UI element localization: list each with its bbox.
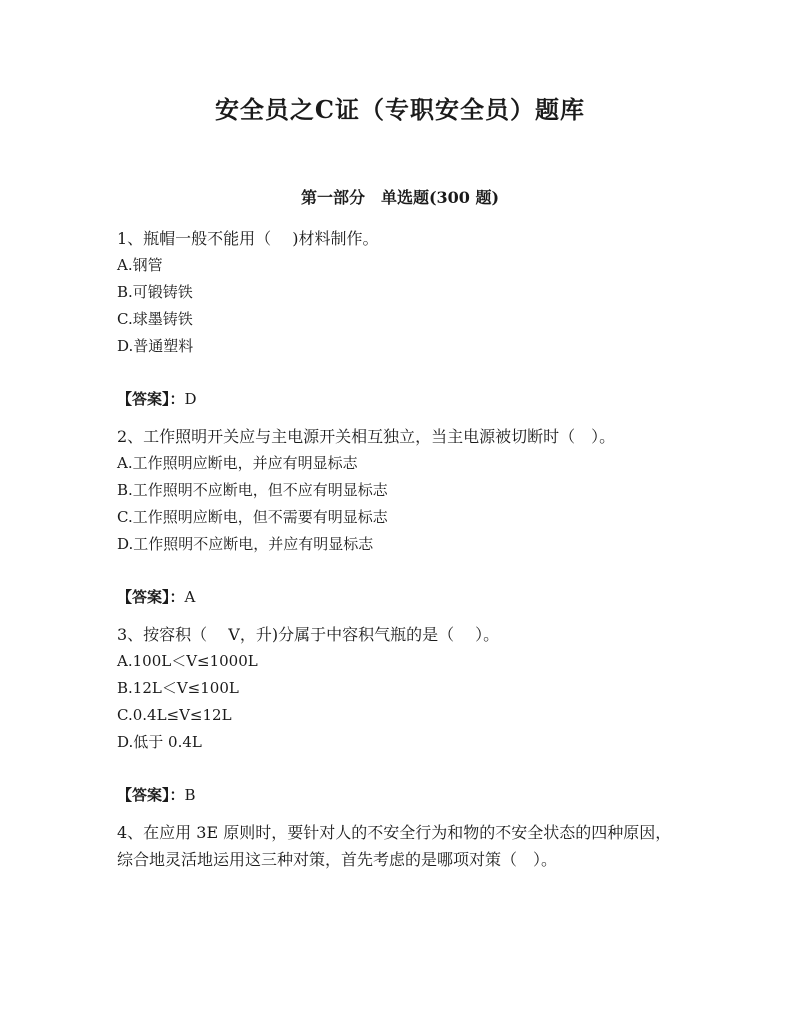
answer-value: A xyxy=(184,588,196,606)
option-d: D.低于 0.4L xyxy=(117,733,202,751)
option-d: D.工作照明不应断电，并应有明显标志 xyxy=(117,535,374,553)
option-a: A.钢管 xyxy=(117,256,163,274)
answer-line xyxy=(117,386,687,413)
option-a: A.100L＜V≤1000L xyxy=(117,652,258,670)
document-title: 安全员之C证（专职安全员）题库 xyxy=(214,95,586,124)
option-b: B.12L＜V≤100L xyxy=(117,679,239,697)
question-list xyxy=(117,225,687,873)
option-b: B.工作照明不应断电，但不应有明显标志 xyxy=(117,481,388,499)
answer-label: 【答案】： xyxy=(117,786,185,804)
question-4 xyxy=(117,819,687,873)
question-2 xyxy=(117,423,687,611)
answer-label: 【答案】： xyxy=(117,390,185,408)
answer-value: B xyxy=(184,786,196,804)
question-stem: 1、瓶帽一般不能用（ )材料制作。 xyxy=(117,229,379,248)
option-c: C.工作照明应断电，但不需要有明显标志 xyxy=(117,508,388,526)
option-c: C.球墨铸铁 xyxy=(117,310,193,328)
option-d: D.普通塑料 xyxy=(117,337,194,355)
question-stem: 2、工作照明开关应与主电源开关相互独立，当主电源被切断时（ ）。 xyxy=(117,427,616,446)
option-c: C.0.4L≤V≤12L xyxy=(117,706,232,724)
question-1 xyxy=(117,225,687,413)
section-title: 第一部分 单选题(300 题) xyxy=(300,188,500,207)
question-3 xyxy=(117,621,687,809)
question-stem: 4、在应用 3E 原则时，要针对人的不安全行为和物的不安全状态的四种原因，综合地灵活地运用这三种对策，首先考虑的是哪项对策（ ）。 xyxy=(117,823,672,869)
option-a: A.工作照明应断电，并应有明显标志 xyxy=(117,454,358,472)
question-stem: 3、按容积（ V，升)分属于中容积气瓶的是（ ）。 xyxy=(117,625,500,644)
answer-label: 【答案】： xyxy=(117,588,185,606)
answer-line xyxy=(117,584,687,611)
answer-value: D xyxy=(184,390,197,408)
answer-line xyxy=(117,782,687,809)
option-b: B.可锻铸铁 xyxy=(117,283,193,301)
